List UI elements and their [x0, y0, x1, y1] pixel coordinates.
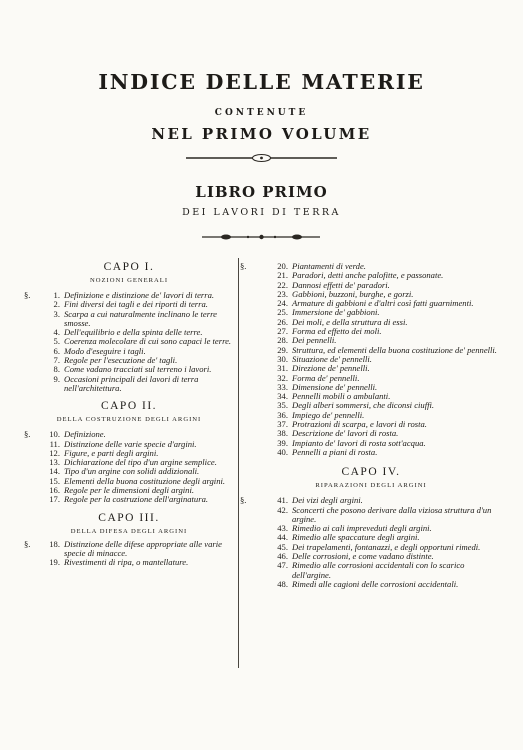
entry-number: 34. [277, 391, 288, 402]
entry-text: Regole per la costruzione dell'arginatura. [64, 494, 209, 505]
entry-number: 32. [277, 372, 288, 383]
entry-text: Elementi della buona costituzione degli argini. [64, 475, 226, 486]
index-entry [22, 558, 236, 567]
column-divider [238, 258, 239, 668]
capo-heading: CAPO II. [100, 400, 158, 413]
entry-text: Immersione de' gabbioni. [292, 307, 380, 318]
entry-number: 45. [277, 541, 288, 552]
entry-text: Scarpa a cui naturalmente inclinano le terre smosse. [64, 308, 217, 328]
entry-number: 37. [277, 419, 288, 430]
entry-number: 29. [277, 344, 288, 355]
entry-number: 40. [277, 446, 288, 457]
capo-subtitle: RIPARAZIONI DEGLI ARGINI [315, 482, 427, 490]
page-title: INDICE DELLE MATERIE [98, 70, 425, 94]
entry-number: 5. [53, 336, 60, 347]
entry-text: Forma ed effetto dei moli. [292, 326, 382, 337]
capo-heading: CAPO IV. [341, 466, 401, 479]
entry-text: Dei trapelamenti, fontanazzi, e degli opportuni rimedi. [292, 541, 481, 552]
right-entries-a [240, 262, 502, 457]
entry-number: 28. [277, 335, 288, 346]
entry-text: Regole per l'esecuzione de' tagli. [64, 355, 178, 366]
entry-text: Distinzione delle difese appropriate alle varie specie di minacce. [64, 538, 222, 558]
entry-text: Pennelli a piani di rosta. [292, 446, 378, 457]
entry-number: 21. [277, 270, 288, 281]
entry-number: 20. [277, 261, 288, 271]
capo-subtitle: DELLA COSTRUZIONE DEGLI ARGINI [56, 416, 202, 424]
entry-number: 25. [277, 307, 288, 318]
entry-text: Forma de' pennelli. [292, 372, 360, 383]
entry-number: 6. [53, 345, 60, 356]
entry-number: 11. [49, 438, 60, 449]
entry-text: Fini diversi dei tagli e dei riporti di terra. [64, 299, 208, 310]
entry-text: Pennelli mobili o ambulanti. [292, 391, 391, 402]
entry-number: 19. [49, 557, 60, 568]
entry-number: 17. [49, 494, 60, 505]
entry-text: Dei vizi degli argini. [292, 495, 363, 506]
entry-number: 39. [277, 437, 288, 448]
contenute-label: CONTENUTE [214, 108, 309, 118]
entry-text: Come vadano tracciati sul terreno i lavori. [64, 364, 212, 375]
entry-number: 1. [53, 290, 60, 300]
entry-number: 42. [277, 504, 288, 515]
index-entry [22, 310, 236, 329]
entry-text: Protrazioni di scarpa, e lavori di rosta. [292, 419, 427, 430]
entry-number: 33. [277, 381, 288, 392]
capo-subtitle: NOZIONI GENERALI [89, 277, 169, 284]
entry-number: 36. [277, 409, 288, 420]
entry-number: 46. [277, 551, 288, 562]
entry-number: 26. [277, 316, 288, 327]
index-entry [22, 495, 236, 504]
entry-number: 13. [49, 457, 60, 468]
entry-number: 7. [53, 355, 60, 366]
index-entry [240, 506, 502, 525]
entry-number: 43. [277, 523, 288, 534]
entry-number: 41. [277, 495, 288, 506]
entry-number: 22. [277, 279, 288, 290]
entry-text: Occasioni principali dei lavori di terra nell'architettura. [64, 373, 199, 393]
right-entries-b [240, 496, 502, 589]
entry-number: 14. [49, 466, 60, 477]
entry-text: Armature di gabbioni e d'altri così fatti guarnimenti. [292, 298, 474, 309]
left-column [22, 260, 236, 568]
capo-2-entries [22, 430, 236, 504]
entry-text: Gabbioni, buzzoni, burghe, e gorzi. [292, 288, 414, 299]
capo-heading: CAPO I. [103, 261, 155, 273]
section-mark: §. [24, 429, 31, 440]
entry-text: Direzione de' pennelli. [292, 363, 370, 374]
volume-title: NEL PRIMO VOLUME [151, 125, 372, 143]
entry-text: Struttura, ed elementi della buona costituzione de' pennelli. [292, 344, 497, 355]
entry-text: Figure, e parti degli argini. [64, 447, 159, 458]
index-entry [240, 580, 502, 589]
entry-number: 23. [277, 288, 288, 299]
entry-number: 31. [277, 363, 288, 374]
entry-text: Tipo d'un argine con solidi addizionali. [64, 466, 200, 477]
entry-text: Situazione de' pennelli. [292, 353, 372, 364]
section-mark: §. [240, 261, 247, 271]
entry-number: 38. [277, 428, 288, 439]
entry-number: 27. [277, 326, 288, 337]
entry-text: Rimedio alle corrosioni accidentali con lo scarico dell'argine. [292, 560, 465, 580]
entry-text: Rimedi alle cagioni delle corrosioni accidentali. [292, 578, 459, 589]
entry-text: Dannosi effetti de' paradori. [292, 279, 390, 290]
ornament-divider-top [0, 152, 523, 164]
entry-text: Regole per le dimensioni degli argini. [64, 485, 194, 496]
index-entry [240, 448, 502, 457]
entry-text: Modo d'eseguire i tagli. [64, 345, 146, 356]
entry-text: Definizione. [64, 429, 106, 440]
entry-number: 30. [277, 353, 288, 364]
capo-3-entries [22, 540, 236, 568]
entry-text: Piantamenti di verde. [292, 261, 366, 271]
entry-number: 4. [53, 327, 60, 338]
entry-text: Distinzione delle varie specie d'argini. [64, 438, 197, 449]
entry-text: Delle corrosioni, e come vadano distinte. [292, 551, 434, 562]
entry-number: 35. [277, 400, 288, 411]
capo-1-entries [22, 291, 236, 393]
entry-text: Paradori, detti anche palofitte, e passonate. [292, 270, 444, 281]
entry-number: 16. [49, 485, 60, 496]
index-entry [22, 375, 236, 394]
entry-text: Degli alberi sommersi, che diconsi ciuffi. [292, 400, 435, 411]
libro-title: LIBRO PRIMO [195, 183, 328, 201]
entry-number: 8. [53, 364, 60, 375]
entry-text: Impianto de' lavori di rosta sott'acqua. [292, 437, 426, 448]
entry-text: Descrizione de' lavori di rosta. [292, 428, 399, 439]
entry-text: Dei pennelli. [292, 335, 337, 346]
entry-text: Dei moli, e della struttura di essi. [292, 316, 408, 327]
entry-number: 10. [49, 429, 60, 440]
entry-number: 47. [277, 560, 288, 571]
entry-text: Coerenza molecolare di cui sono capaci le terre. [64, 336, 232, 347]
entry-text: Dimensione de' pennelli. [292, 381, 378, 392]
right-column [240, 262, 502, 589]
entry-text: Dichiarazione del tipo d'un argine semplice. [64, 457, 217, 468]
entry-number: 48. [277, 578, 288, 589]
index-entry [22, 540, 236, 559]
entry-text: Impiego de' pennelli. [292, 409, 365, 420]
entry-number: 12. [49, 447, 60, 458]
entry-text: Dell'equilibrio e della spinta delle terre. [64, 327, 203, 338]
capo-heading: CAPO III. [98, 511, 160, 524]
entry-text: Rivestimenti di ripa, o mantellature. [64, 557, 189, 568]
entry-text: Rimedio alle spaccature degli argini. [292, 532, 420, 543]
capo-subtitle: DELLA DIFESA DEGLI ARGINI [70, 527, 188, 535]
index-entry [240, 561, 502, 580]
entry-number: 2. [53, 299, 60, 310]
section-mark: §. [24, 538, 31, 549]
entry-text: Definizione e distinzione de' lavori di terra. [64, 290, 215, 300]
section-mark: §. [240, 495, 247, 506]
entry-number: 9. [53, 373, 60, 384]
entry-number: 18. [49, 538, 60, 549]
libro-subtitle: DEI LAVORI DI TERRA [182, 207, 341, 218]
ornament-divider-libro [0, 232, 523, 242]
entry-number: 15. [49, 475, 60, 486]
entry-text: Sconcerti che posono derivare dalla viziosa struttura d'un argine. [292, 504, 492, 524]
entry-number: 24. [277, 298, 288, 309]
entry-number: 3. [53, 308, 60, 319]
section-mark: §. [24, 290, 31, 300]
entry-number: 44. [277, 532, 288, 543]
entry-text: Rimedio ai cali impreveduti degli argini. [292, 523, 432, 534]
